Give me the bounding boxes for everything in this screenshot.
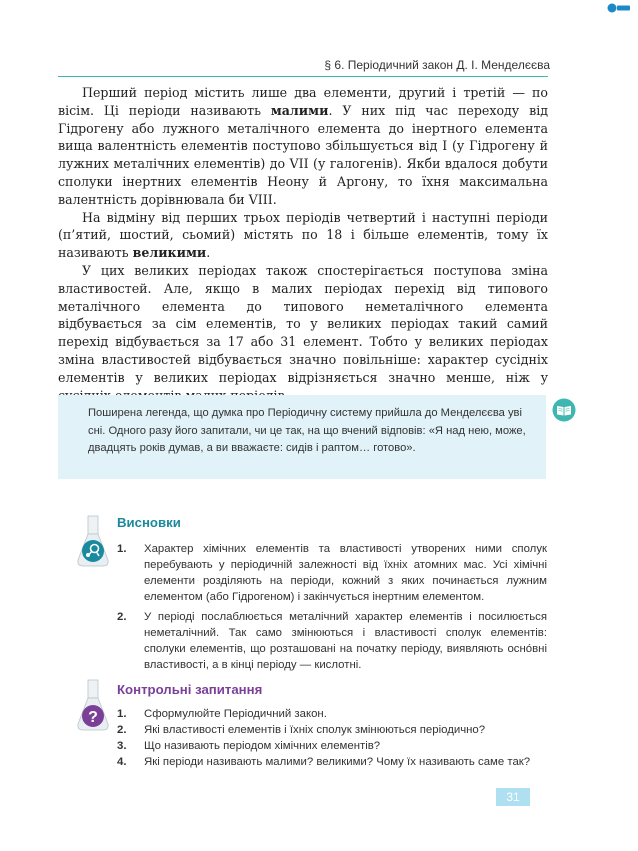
book-icon: [552, 398, 576, 422]
questions-title: Контрольні запитання: [117, 682, 263, 697]
term-small-periods: малими: [270, 102, 329, 118]
questions-list: [117, 706, 547, 770]
svg-text:?: ?: [88, 709, 98, 726]
flask-question-icon: [76, 678, 110, 734]
ranok-logo-icon: [607, 3, 631, 13]
list-item: 1. Сформулюйте Періодичний закон.: [117, 708, 327, 720]
list-item: 1. Характер хімічних елементів та властивості утворених ними сполук перебувають у періодичній залежності від їхніх атомних мас. Усі хімічні елементи розділяють на періоди, кожний з яких починається лужним елементом (або Гідрогеном) і закінчується інертним елементом.: [117, 543, 547, 603]
flask-conclusions-icon: [76, 514, 110, 570]
paragraph-3: У цих великих періодах також спостерігається поступова зміна властивостей. Але, якщо в малих періодах перехід від типового металічного елемента до типового неметалічного елемента відбувається за сім елементів, то у великих періодах такий самий перехід відбувається за 17 або 31 елемент. Тобто у великих періодах зміна властивостей відбувається значно повільніше: характер сусідніх елементів у великих періодах відрізняється значно менше, ніж у: [58, 262, 548, 385]
running-header: § 6. Періодичний закон Д. І. Менделєєва: [324, 58, 550, 72]
term-large-periods: великими: [132, 245, 207, 261]
legend-box: [58, 395, 546, 479]
main-text: [58, 84, 548, 404]
conclusions-title: Висновки: [117, 515, 181, 530]
list-item: 2. У періоді послаблюється металічний характер елементів і посилюється неметалічний. Так само змінюються і властивості сполук елементів: сполуки елементів, що розташовані на початку періоду, виявляють осно́вні властивості, а в кінці періоду — кислотні.: [117, 611, 547, 671]
page-number: 31: [496, 788, 530, 806]
conclusions-list: [117, 541, 547, 673]
list-item: 4. Які періоди називають малими? великими? Чому їх називають саме так?: [117, 756, 531, 768]
legend-text: Поширена легенда, що думка про Періодичну систему прийшла до Менделєєва уві сні. Одного разу його запитали, чи це так, на що вчений відповів: «Я над нею, може, двадцять років думав, а ви вважаєте: сидів і раптом… готово».: [88, 407, 526, 454]
list-item: 2. Які властивості елементів і їхніх сполук змінюються періодично?: [117, 724, 486, 736]
list-item: 3. Що називають періодом хімічних елементів?: [117, 740, 381, 752]
paragraph-2: На відміну від перших трьох періодів четвертий і наступні періоди (п’ятий, шостий, сьомий) містять по 18 і більше елементів, тому їх називають великими.: [58, 209, 548, 261]
paragraph-1: Перший період містить лише два елементи, другий і третій — по вісім. Ці періоди називають малими. У них під час переходу від Гідрогену або лужного металічного елемента до інертного елемента вища валентність елементів поступово збільшується від I (у Гідрогену й лужних металічних елементів) до VII (у галогенів). Якби вдалося добути сполуки інертних елементів Неону й Аргону, то їхня максимальна валентність дорівнювала би VIII.: [58, 85, 548, 207]
header-divider: [58, 76, 548, 77]
